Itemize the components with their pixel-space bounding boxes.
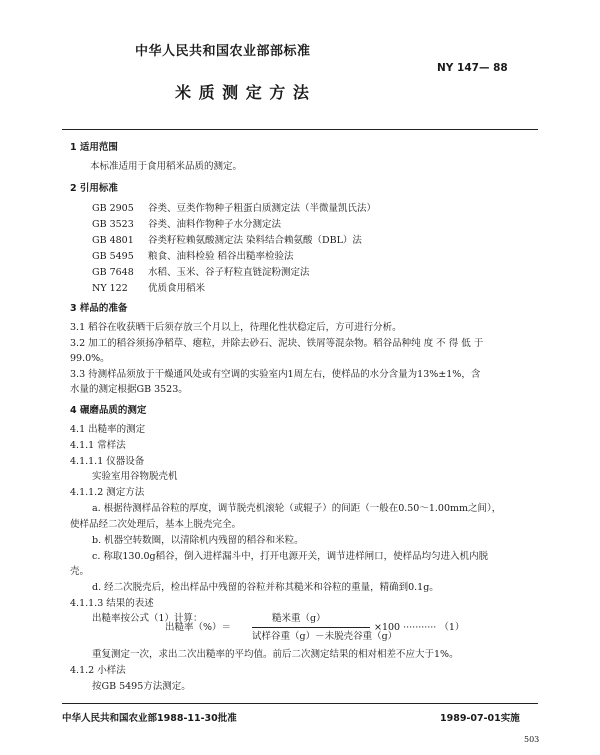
repeat-text: 重复测定一次，求出二次出糙率的平均值。前后二次测定结果的相对相差不应大于1%。 xyxy=(92,649,459,660)
reference-code: NY 122 xyxy=(92,283,128,294)
reference-code: GB 7648 xyxy=(92,267,134,278)
small-sample-text: 按GB 5495方法测定。 xyxy=(92,681,191,692)
clause-4-1-1-heading: 4.1.1 常样法 xyxy=(70,440,126,451)
footer-rule xyxy=(62,703,538,704)
formula-intro: 出糙率按公式（1）计算： xyxy=(92,613,203,624)
reference-title: 粮食、油料检验 稻谷出糙率检验法 xyxy=(148,251,294,262)
reference-title: 谷类、豆类作物种子粗蛋白质测定法（半微量凯氏法） xyxy=(148,203,377,214)
section-2-heading: 2 引用标准 xyxy=(70,183,118,194)
issuing-organization: 中华人民共和国农业部部标准 xyxy=(135,44,311,59)
reference-code: GB 2905 xyxy=(92,203,134,214)
reference-title: 水稻、玉米、谷子籽粒直链淀粉测定法 xyxy=(148,267,310,278)
section-4-heading: 4 碾磨品质的测定 xyxy=(70,405,147,416)
reference-title: 优质食用稻米 xyxy=(148,283,206,294)
reference-title: 谷类、油料作物种子水分测定法 xyxy=(148,219,282,230)
document-title: 米 质 测 定 方 法 xyxy=(175,83,310,102)
reference-code: GB 3523 xyxy=(92,219,134,230)
clause-4-1-1-1-heading: 4.1.1.1 仪器设备 xyxy=(70,456,145,467)
formula-numerator: 糙米重（g） xyxy=(272,613,326,624)
formula-lhs: 出糙率（%）＝ xyxy=(165,622,232,633)
reference-title: 谷类籽粒赖氨酸测定法 染料结合赖氨酸（DBL）法 xyxy=(148,235,362,246)
reference-code: GB 4801 xyxy=(92,235,134,246)
clause-3-1: 3.1 稻谷在收获晒干后须存放三个月以上，待理化性状稳定后，方可进行分析。 xyxy=(70,322,402,333)
step-c-line-2: 壳。 xyxy=(70,566,90,577)
implementation-date: 1989-07-01实施 xyxy=(440,713,520,724)
section-3-heading: 3 样品的准备 xyxy=(70,303,128,314)
page-number: 503 xyxy=(524,735,540,744)
step-d: d. 经二次脱壳后，检出样品中残留的谷粒并称其糙米和谷粒的重量，精确到0.1g。 xyxy=(92,582,439,593)
section-1-heading: 1 适用范围 xyxy=(70,142,118,153)
clause-3-3-line-1: 3.3 待测样品须放于干燥通风处或有空调的实验室内1周左右，使样品的水分含量为13%±1%，含 xyxy=(70,369,481,380)
clause-4-1-heading: 4.1 出糙率的测定 xyxy=(70,424,146,435)
clause-4-1-1-2-heading: 4.1.1.2 测定方法 xyxy=(70,487,145,498)
clause-3-2-line-2: 99.0%。 xyxy=(70,353,110,364)
reference-code: GB 5495 xyxy=(92,251,134,262)
step-a-line-1: a. 根据待测样品谷粒的厚度，调节脱壳机滚轮（或辊子）的间距（一般在0.50～1.00mm之间）， xyxy=(92,503,502,514)
clause-4-1-2-heading: 4.1.2 小样法 xyxy=(70,665,126,676)
standard-code: NY 147— 88 xyxy=(437,62,508,74)
header-rule xyxy=(62,129,538,130)
step-a-line-2: 使样品经二次处理后，基本上脱壳完全。 xyxy=(70,519,242,530)
formula-denominator: 试样谷重（g）－未脱壳谷重（g） xyxy=(252,631,398,642)
clause-3-3-line-2: 水量的测定根据GB 3523。 xyxy=(70,384,188,395)
formula-tail: ×100 ··········· （1） xyxy=(374,622,465,633)
clause-4-1-1-3-heading: 4.1.1.3 结果的表述 xyxy=(70,598,154,609)
step-b: b. 机器空转数圈，以清除机内残留的稻谷和米粒。 xyxy=(92,535,304,546)
fraction-bar xyxy=(252,627,370,628)
step-c-line-1: c. 称取130.0g稻谷，倒入进样漏斗中，打开电源开关，调节进样闸口，使样品均匀进入机内脱 xyxy=(92,551,489,562)
section-1-text: 本标准适用于食用稻米品质的测定。 xyxy=(90,161,243,172)
approval-note: 中华人民共和国农业部1988-11-30批准 xyxy=(62,713,237,724)
equipment-text: 实验室用谷物脱壳机 xyxy=(92,471,178,482)
clause-3-2-line-1: 3.2 加工的稻谷须扬净稻草、瘪粒，并除去砂石、泥块、铁屑等混杂物。稻谷品种纯 度 不 得 低 于 xyxy=(70,338,484,349)
